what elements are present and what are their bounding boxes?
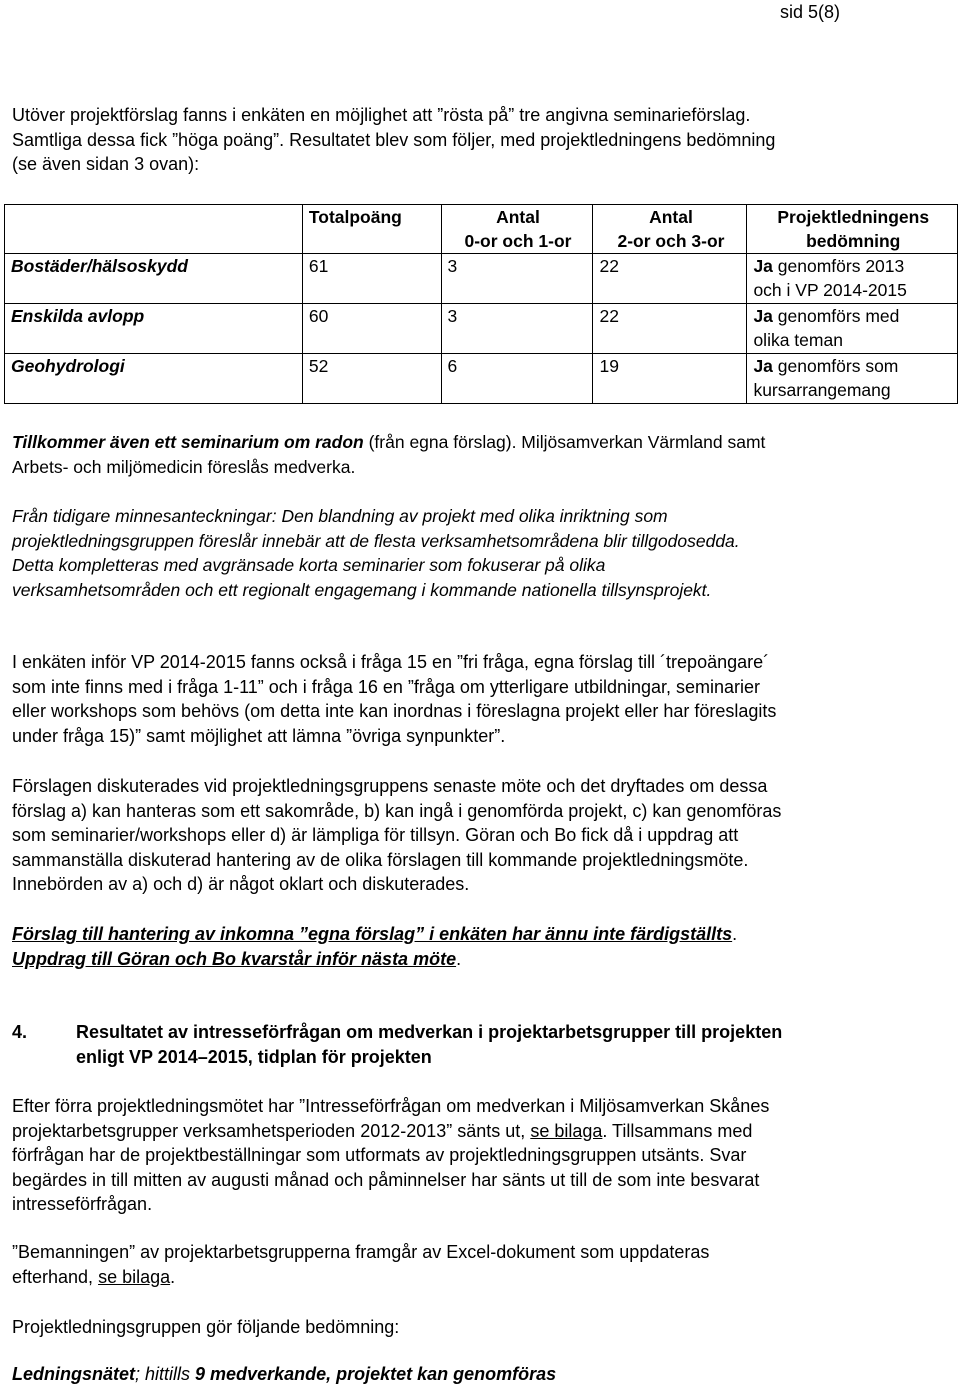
table-row [5,304,958,354]
row-total: 60 [302,304,441,354]
seminar-score-table [4,204,958,404]
intro-line: (se även sidan 3 ovan): [12,154,200,174]
radon-paragraph: Tillkommer även ett seminarium om radon (från egna förslag). Miljösamverkan Värmland samt Arbets- och miljömedicin föreslås medverka. [12,432,766,477]
table-row [5,254,958,304]
row-high: 22 [593,254,747,304]
row-assessment: Ja genomförs med olika teman [747,304,958,354]
staffing-paragraph: ”Bemanningen” av projektarbetsgrupperna framgår av Excel-dokument som uppdateras efterhand, se bilaga. [12,1242,710,1287]
survey-paragraph: I enkäten inför VP 2014-2015 fanns också i fråga 15 en ”fri fråga, egna förslag till ´trepoängare´ som inte finns med i fråga 1-11” och i fråga 16 en ”fråga om ytterligare utbildningar, seminarier eller workshops som behövs (om detta inte kan inordnas i föreslagna projekt eller har föreslagits under fråga 15)” samt möjlighet att lämna ”övriga synpunkter”. [12,652,777,746]
inquiry-paragraph: Efter förra projektledningsmötet har ”Intresseförfrågan om medverkan i Miljösamverkan Skånes projektarbetsgrupper verksamhetsperioden 2012-2013” sänts ut, se bilaga. Tillsammans med förfrågan har de projektbeställningar som utformats av projektledningsgruppen utsänts. Svar begärdes in till mitten av augusti månad och påminnelser har sänts ut till de som inte besvarat intresseförfrågan. [12,1096,770,1214]
row-low: 3 [441,304,593,354]
assessment-intro: Projektledningsgruppen gör följande bedömning: [12,1317,400,1337]
row-assessment: Ja genomförs som kursarrangemang [747,354,958,404]
status-paragraph: Förslag till hantering av inkomna ”egna förslag” i enkäten har ännu inte färdigställts. Uppdrag till Göran och Bo kvarstår inför nästa möte. [12,924,738,969]
header-empty-cell [5,205,303,254]
intro-paragraph [12,103,947,177]
header-count-low: Antal 0-or och 1-or [441,205,593,254]
row-total: 61 [302,254,441,304]
row-name: Geohydrologi [5,354,303,404]
section-title: Resultatet av intresseförfrågan om medverkan i projektarbetsgrupper till projekten enligt VP 2014–2015, tidplan för projekten [76,1022,783,1067]
table-row [5,354,958,404]
header-total: Totalpoäng [302,205,441,254]
attachment-link[interactable]: se bilaga [98,1266,171,1287]
row-assessment: Ja genomförs 2013 och i VP 2014-2015 [747,254,958,304]
row-name: Bostäder/hälsoskydd [5,254,303,304]
intro-line: Utöver projektförslag fanns i enkäten en möjlighet att ”rösta på” tre angivna seminarieförslag. [12,105,751,125]
earlier-notes-paragraph: Från tidigare minnesanteckningar: Den blandning av projekt med olika inriktning som projektledningsgruppen föreslår innebär att de flesta verksamhetsområdena blir tillgodosedda. Detta kompletteras med avgränsade korta seminarier som fokuserar på olika verksamhetsområden och ett regionalt engagemang i kommande nationella tillsynsprojekt. [12,506,740,600]
row-low: 6 [441,354,593,404]
discussion-paragraph: Förslagen diskuterades vid projektledningsgruppens senaste möte och det dryftades om dessa förslag a) kan hanteras som ett sakområde, b) kan ingå i genomförda projekt, c) kan genomföras som seminarier/workshops eller d) är lämpliga för tillsyn. Göran och Bo fick då i uppdrag att sammanställa diskuterad hantering av de olika förslagen till kommande projektledningsmöte. Innebörden av a) och d) är något oklart och diskuterades. [12,776,782,894]
intro-line: Samtliga dessa fick ”höga poäng”. Resultatet blev som följer, med projektledningens bedömning [12,129,776,150]
header-count-high: Antal 2-or och 3-or [593,205,747,254]
section-number: 4. [12,1022,28,1042]
row-high: 22 [593,304,747,354]
page-number: sid 5(8) [779,2,840,22]
project-assessment-line: Ledningsnätet; hittills 9 medverkande, projektet kan genomföras [12,1364,557,1384]
header-assessment: Projektledningens bedömning [747,205,958,254]
row-low: 3 [441,254,593,304]
row-high: 19 [593,354,747,404]
row-total: 52 [302,354,441,404]
table-header-row [5,205,958,254]
attachment-link[interactable]: se bilaga [530,1120,603,1141]
row-name: Enskilda avlopp [5,304,303,354]
